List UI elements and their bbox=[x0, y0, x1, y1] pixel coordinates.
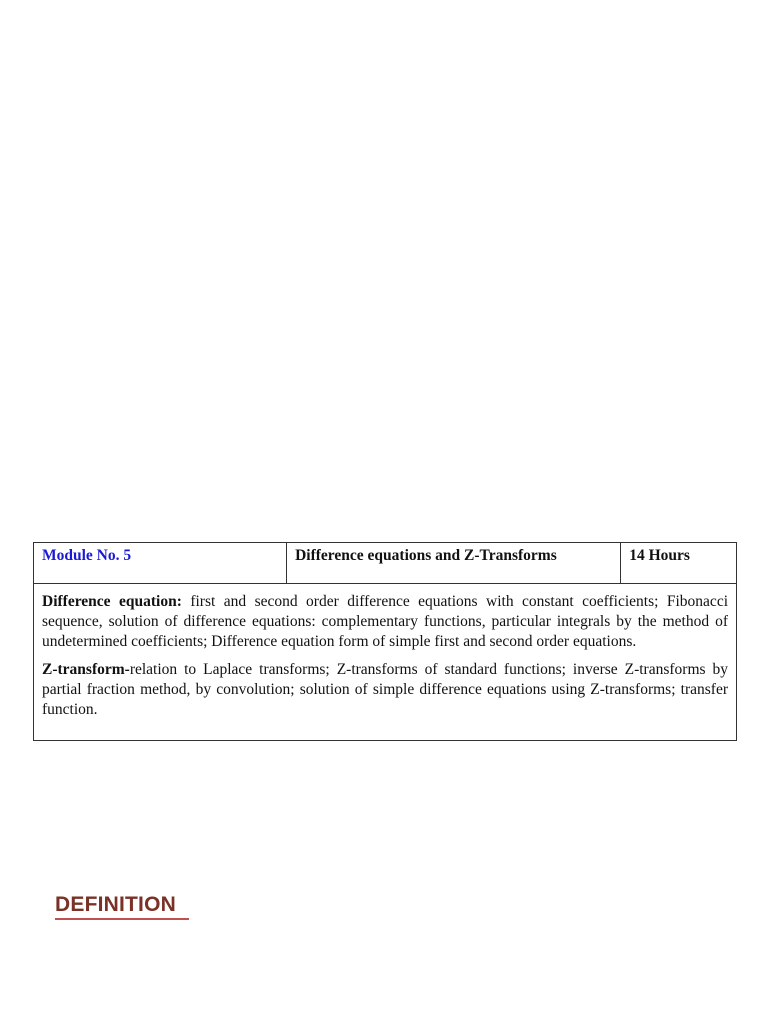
difference-equation-paragraph bbox=[42, 592, 728, 652]
z-transform-paragraph bbox=[42, 660, 728, 720]
syllabus-table bbox=[33, 542, 737, 741]
difference-equation-lead: Difference equation: bbox=[42, 593, 182, 610]
module-number: Module No. 5 bbox=[34, 543, 287, 584]
table-header-row bbox=[34, 543, 737, 584]
difference-equation-text: first and second order difference equations with constant coefficients; Fibonacci sequence, solution of difference equations: complementary functions, particular integrals by the method of undetermined coefficients; Difference equation form of simple first and second order equations. bbox=[42, 593, 728, 650]
z-transform-lead: Z-transform- bbox=[42, 661, 130, 678]
definition-heading: DEFINITION bbox=[55, 893, 189, 920]
z-transform-text: relation to Laplace transforms; Z-transforms of standard functions; inverse Z-transforms by partial fraction method, by convolution; solution of simple difference equations using Z-transforms; transfer function. bbox=[42, 661, 728, 718]
module-title: Difference equations and Z-Transforms bbox=[287, 543, 621, 584]
module-hours: 14 Hours bbox=[621, 543, 737, 584]
table-body-row bbox=[34, 584, 737, 741]
module-content bbox=[34, 584, 737, 741]
